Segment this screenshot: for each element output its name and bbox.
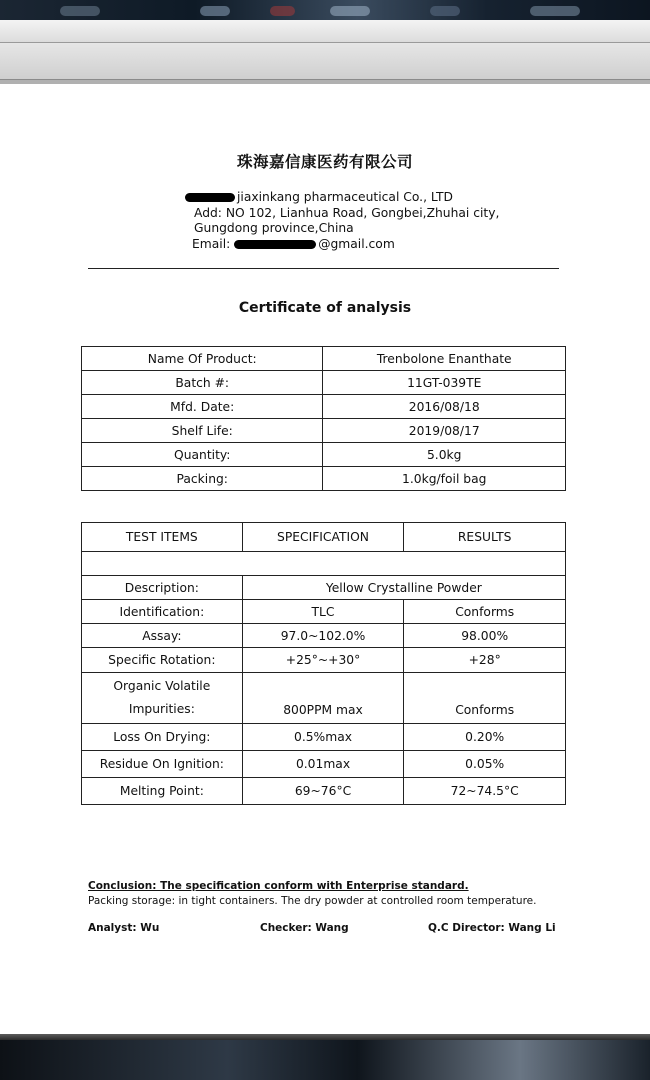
table-row [82,576,566,600]
storage-text: Packing storage: in tight containers. The dry powder at controlled room temperature. [88,895,537,907]
table-row [82,778,566,805]
test-item [82,673,243,724]
product-info-table [81,346,566,491]
product-field-label: Quantity: [82,443,323,467]
table-row [82,751,566,778]
test-item: Specific Rotation: [82,648,243,673]
email-suffix: @gmail.com [318,237,395,251]
test-result: Conforms [404,673,566,724]
test-spec: TLC [242,600,404,624]
desktop-background-top [0,0,650,20]
table-row [82,724,566,751]
test-item: Assay: [82,624,243,648]
product-field-label: Name Of Product: [82,347,323,371]
test-item: Identification: [82,600,243,624]
description-value: Yellow Crystalline Powder [242,576,565,600]
certificate-title: Certificate of analysis [238,300,412,316]
test-spec: 69~76°C [242,778,404,805]
header-results: RESULTS [404,523,566,552]
address-line-2: Gungdong province,China [194,221,354,235]
table-row [82,395,566,419]
table-header-row [82,523,566,552]
product-field-label: Mfd. Date: [82,395,323,419]
product-field-value: 11GT-039TE [323,371,566,395]
document-page [0,84,650,1034]
test-result: 0.20% [404,724,566,751]
company-name-en: jiaxinkang pharmaceutical Co., LTD [237,190,454,204]
window-toolbar [0,20,650,43]
table-row [82,371,566,395]
test-item-line: Impurities: [128,702,195,716]
header-specification: SPECIFICATION [242,523,404,552]
table-row [82,600,566,624]
test-result: 98.00% [404,624,566,648]
conclusion-text: Conclusion: The specification conform with Enterprise standard. [88,880,469,892]
product-field-label: Packing: [82,467,323,491]
table-row [82,648,566,673]
test-result: 0.05% [404,751,566,778]
table-row [82,419,566,443]
test-spec: 97.0~102.0% [242,624,404,648]
test-item: Loss On Drying: [82,724,243,751]
test-spec: 800PPM max [242,673,404,724]
redaction-mark [185,193,235,202]
product-field-value: 2019/08/17 [323,419,566,443]
test-result: +28° [404,648,566,673]
test-results-table [81,522,566,805]
test-spec: 0.5%max [242,724,404,751]
company-name-line [185,190,453,204]
header-test-items: TEST ITEMS [82,523,243,552]
table-row [82,624,566,648]
test-item-line: Organic Volatile [113,679,211,693]
email-label: Email: [192,237,231,251]
table-row [82,443,566,467]
analyst-signature: Analyst: Wu [88,922,160,934]
header-divider [88,268,559,269]
checker-signature: Checker: Wang [260,922,349,934]
redaction-mark [234,240,316,249]
company-name-cn: 珠海嘉信康医药有限公司 [236,153,413,171]
qc-director-signature: Q.C Director: Wang Li [428,922,556,934]
table-row [82,347,566,371]
desktop-background-bottom [0,1034,650,1080]
address-line-1: Add: NO 102, Lianhua Road, Gongbei,Zhuhai city, [194,206,500,220]
product-field-value: 5.0kg [323,443,566,467]
test-item: Description: [82,576,243,600]
table-row [82,467,566,491]
test-item: Residue On Ignition: [82,751,243,778]
test-spec: +25°~+30° [242,648,404,673]
empty-row [82,552,566,576]
test-result: 72~74.5°C [404,778,566,805]
table-row [82,673,566,724]
email-line [192,237,395,251]
test-spec: 0.01max [242,751,404,778]
product-field-value: 1.0kg/foil bag [323,467,566,491]
test-item: Melting Point: [82,778,243,805]
product-field-label: Shelf Life: [82,419,323,443]
product-field-value: Trenbolone Enanthate [323,347,566,371]
test-result: Conforms [404,600,566,624]
product-field-value: 2016/08/18 [323,395,566,419]
product-field-label: Batch #: [82,371,323,395]
window-toolbar-secondary [0,43,650,80]
